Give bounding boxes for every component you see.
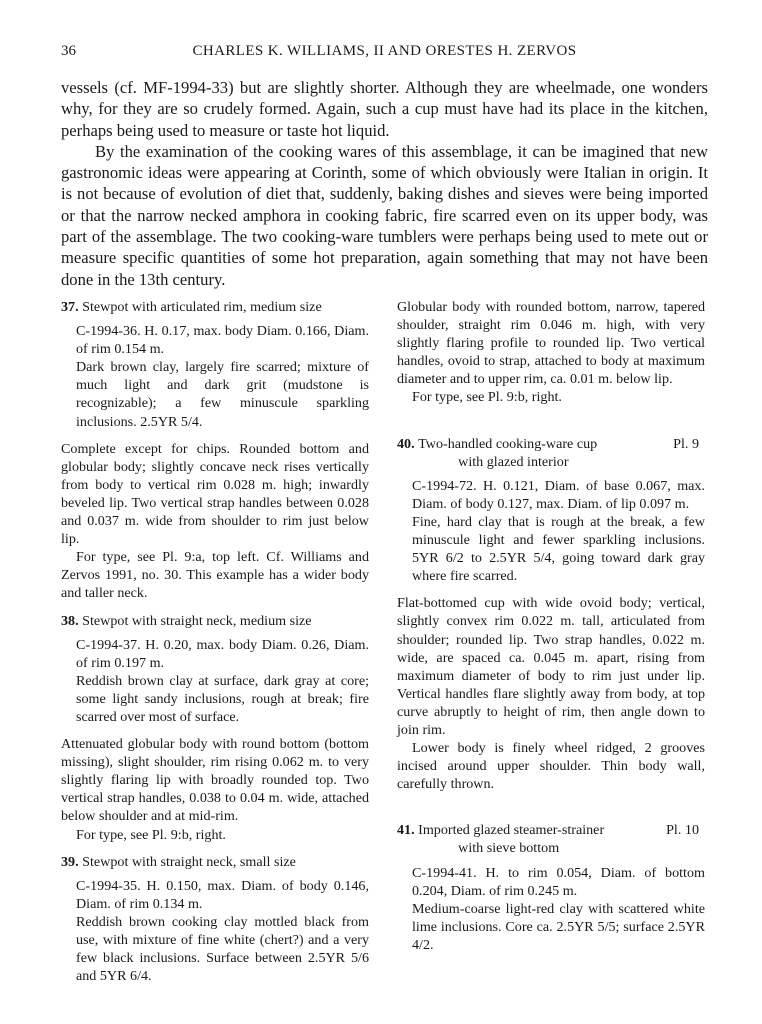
entry-fabric: Reddish brown clay at surface, dark gray at core; some light sandy inclusions, rough at break; fire scarred over most of surface. [76, 672, 369, 725]
entry-number: 41. [397, 822, 415, 839]
entry-heading [61, 612, 369, 630]
entry-note: For type, see Pl. 9:b, right. [76, 826, 226, 843]
entry-title: Stewpot with straight neck, small size [82, 853, 296, 870]
catalogue-entry-38 [61, 612, 369, 844]
entry-heading [61, 298, 369, 316]
entry-title: Imported glazed steamer-strainer [418, 822, 605, 839]
entry-note: Lower body is finely wheel ridged, 2 grooves incised around upper shoulder. Thin body wall, carefully thrown. [397, 740, 705, 793]
entry-heading [397, 435, 705, 471]
catalogue-entry-37 [61, 298, 369, 603]
entry-number: 40. [397, 435, 415, 452]
entry-heading [61, 853, 369, 871]
entry-fabric: Reddish brown cooking clay mottled black from use, with mixture of fine white (chert?) and a very few black inclusions. Surface between 2.5YR 5/6 and 5YR 6/4. [76, 913, 369, 985]
plate-reference: Pl. 10 [666, 822, 699, 839]
catalogue-entry-40 [397, 435, 705, 794]
intro-paragraph-1: vessels (cf. MF-1994-33) but are slightly shorter. Although they are wheelmade, one wonders why, for they are so crudely formed. Again, such a cup must have had its place in the kitchen, perhaps being used to measure or taste hot liquid. [61, 78, 708, 140]
entry-title: Two-handled cooking-ware cup [418, 435, 598, 452]
catalogue-entry-39 [61, 853, 369, 986]
entry-inventory: C-1994-37. H. 0.20, max. body Diam. 0.26, Diam. of rim 0.197 m. [76, 636, 369, 671]
entry-inventory: C-1994-35. H. 0.150, max. Diam. of body 0.146, Diam. of rim 0.134 m. [76, 877, 369, 912]
left-column [61, 298, 369, 985]
catalogue-entry-41 [397, 821, 705, 954]
running-head [61, 43, 708, 63]
entry-title: Stewpot with straight neck, medium size [82, 612, 312, 629]
entry-inventory: C-1994-36. H. 0.17, max. body Diam. 0.166, Diam. of rim 0.154 m. [76, 323, 369, 358]
intro-paragraph-2: By the examination of the cooking wares of this assemblage, it can be imagined that new gastronomic ideas were appearing at Corinth, some of which obviously were Italian in origin. It is not because of evolution of diet that, suddenly, baking dishes and sieves were being imported or that the narrow necked amphora in cooking fabric, fire scarred even on its upper body, was part of the assemblage. The two cooking-ware tumblers were perhaps being used to mete out or measure specific quantities of some hot preparation, again something that may not have been done in the 13th century. [61, 141, 708, 289]
entry-title: Stewpot with articulated rim, medium size [82, 299, 322, 315]
entry-note: For type, see Pl. 9:b, right. [412, 389, 562, 406]
entry-fabric: Medium-coarse light-red clay with scattered white lime inclusions. Core ca. 2.5YR 5/5; surface 2.5YR 4/2. [412, 900, 705, 953]
entry-number: 38. [61, 612, 79, 629]
entry-number: 37. [61, 299, 79, 315]
entry-description: Complete except for chips. Rounded bottom and globular body; slightly concave neck rises vertically from body to vertical rim 0.028 m. high; inwardly beveled lip. Two vertical strap handles between 0.028 and 0.037 m. wide from shoulder to rim just below lip. [61, 440, 369, 548]
page-number: 36 [61, 43, 76, 59]
entry-number: 39. [61, 853, 79, 870]
entry-description: Flat-bottomed cup with wide ovoid body; vertical, slightly convex rim 0.022 m. tall, articulated from shoulder; rounded lip. Two strap handles, 0.022 m. wide, are spaced ca. 0.045 m. apart, rising from maximum diameter of body to rim just under lip. Vertical handles flare slightly away from body, at top curve abruptly to height of rim, then angle down to join rim. [397, 595, 705, 738]
running-title: CHARLES K. WILLIAMS, II AND ORESTES H. ZERVOS [192, 43, 577, 59]
entry-inventory: C-1994-41. H. to rim 0.054, Diam. of bottom 0.204, Diam. of rim 0.245 m. [412, 864, 705, 899]
entry-note: For type, see Pl. 9:a, top left. Cf. Williams and Zervos 1991, no. 30. This example has a wider body and taller neck. [61, 549, 369, 602]
entry-description: Globular body with rounded bottom, narrow, tapered shoulder, straight rim 0.046 m. high, with very slightly flaring profile to rounded lip. Two vertical handles, ovoid to strap, attached to body at maximum diameter and to upper rim, ca. 0.01 m. below lip. [397, 299, 705, 388]
plate-reference: Pl. 9 [673, 435, 699, 452]
entry-inventory: C-1994-72. H. 0.121, Diam. of base 0.067, max. Diam. of body 0.127, max. Diam. of lip 0.097 m. [412, 477, 705, 512]
entry-title-continued: with sieve bottom [458, 840, 560, 857]
entry-heading [397, 821, 705, 857]
right-column [397, 298, 705, 954]
entry-fabric: Fine, hard clay that is rough at the break, a few minuscule light and fewer sparkling inclusions. 5YR 6/2 to 2.5YR 5/4, going toward dark gray where fire scarred. [412, 513, 705, 585]
entry-description: Attenuated globular body with round bottom (bottom missing), slight shoulder, rim rising 0.062 m. to very slightly flaring lip with broadly rounded top. Two vertical strap handles, 0.038 to 0.04 m. wide, attached below shoulder and at mid-rim. [61, 736, 369, 825]
catalogue-entry-39-continued [397, 298, 705, 407]
entry-title-continued: with glazed interior [458, 453, 569, 470]
entry-fabric: Dark brown clay, largely fire scarred; mixture of much light and dark grit (mudstone is recognizable); a few minuscule sparkling inclusions. 2.5YR 5/4. [76, 359, 369, 430]
intro-text [61, 77, 708, 290]
